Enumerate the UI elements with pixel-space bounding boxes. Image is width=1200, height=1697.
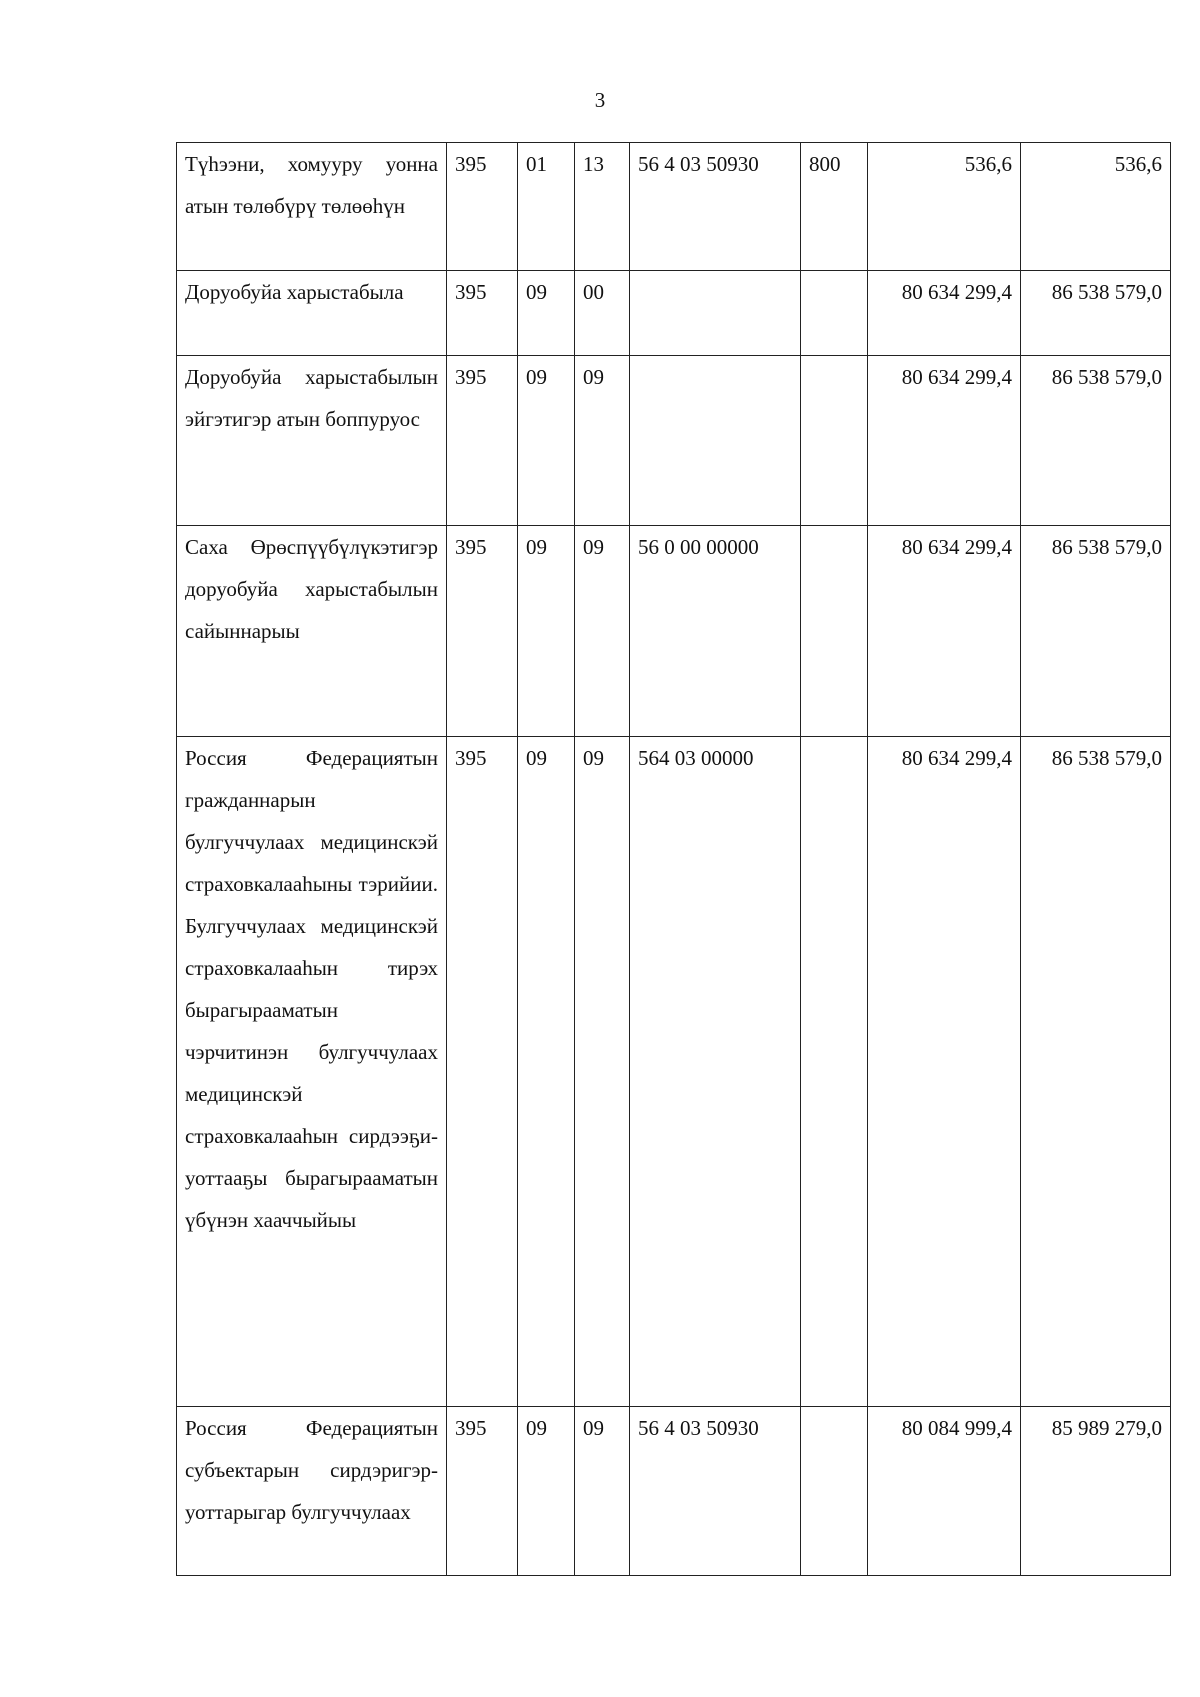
row-code: 56 4 03 50930 [630, 143, 801, 271]
row-amount2: 86 538 579,0 [1021, 356, 1171, 526]
row-type [801, 271, 868, 356]
table-row [177, 737, 1171, 1407]
table-row [177, 271, 1171, 356]
row-col3: 09 [575, 737, 630, 1407]
row-amount1: 80 634 299,4 [868, 356, 1021, 526]
row-type: 800 [801, 143, 868, 271]
page-number: 3 [594, 88, 606, 112]
row-amount1: 536,6 [868, 143, 1021, 271]
row-amount1: 80 634 299,4 [868, 737, 1021, 1407]
row-col3: 00 [575, 271, 630, 356]
row-col1: 395 [447, 1407, 518, 1576]
row-code: 56 4 03 50930 [630, 1407, 801, 1576]
row-col3: 09 [575, 356, 630, 526]
row-col2: 01 [518, 143, 575, 271]
table-row [177, 356, 1171, 526]
row-col1: 395 [447, 143, 518, 271]
row-code: 564 03 00000 [630, 737, 801, 1407]
row-name: Россия Федерациятын гражданнарын булгуччулаах медицинскэй страховкалааһыны тэрийии. Булгуччулаах медицинскэй страховкалааһын тирэх бырагырааматын чэрчитинэн булгуччулаах медицинскэй страховкалааһын сирдээҕи-уоттааҕы бырагырааматын үбүнэн хааччыйыы [177, 737, 447, 1407]
row-amount2: 86 538 579,0 [1021, 737, 1171, 1407]
row-amount1: 80 084 999,4 [868, 1407, 1021, 1576]
table-row [177, 1407, 1171, 1576]
row-col3: 09 [575, 526, 630, 737]
row-name: Доруобуйа харыстабылын эйгэтигэр атын боппуруос [177, 356, 447, 526]
row-code [630, 356, 801, 526]
row-col1: 395 [447, 526, 518, 737]
row-name: Саха Өрөспүүбүлүкэтигэр доруобуйа харыстабылын сайыннарыы [177, 526, 447, 737]
row-amount1: 80 634 299,4 [868, 526, 1021, 737]
budget-table [176, 142, 1171, 1576]
row-amount2: 86 538 579,0 [1021, 271, 1171, 356]
table-row [177, 526, 1171, 737]
row-col2: 09 [518, 737, 575, 1407]
row-code [630, 271, 801, 356]
row-amount2: 86 538 579,0 [1021, 526, 1171, 737]
row-col1: 395 [447, 356, 518, 526]
row-col2: 09 [518, 271, 575, 356]
row-col3: 09 [575, 1407, 630, 1576]
row-type [801, 737, 868, 1407]
row-col1: 395 [447, 271, 518, 356]
row-col2: 09 [518, 526, 575, 737]
row-type [801, 356, 868, 526]
row-code: 56 0 00 00000 [630, 526, 801, 737]
row-type [801, 1407, 868, 1576]
row-col2: 09 [518, 1407, 575, 1576]
table-row [177, 143, 1171, 271]
row-col2: 09 [518, 356, 575, 526]
row-name: Түһээни, хомууру уонна атын төлөбүрү төлөөһүн [177, 143, 447, 271]
row-col3: 13 [575, 143, 630, 271]
row-col1: 395 [447, 737, 518, 1407]
row-amount2: 536,6 [1021, 143, 1171, 271]
row-type [801, 526, 868, 737]
row-name: Доруобуйа харыстабыла [177, 271, 447, 356]
row-amount2: 85 989 279,0 [1021, 1407, 1171, 1576]
row-name: Россия Федерациятын субъектарын сирдэригэр-уоттарыгар булгуччулаах [177, 1407, 447, 1576]
row-amount1: 80 634 299,4 [868, 271, 1021, 356]
